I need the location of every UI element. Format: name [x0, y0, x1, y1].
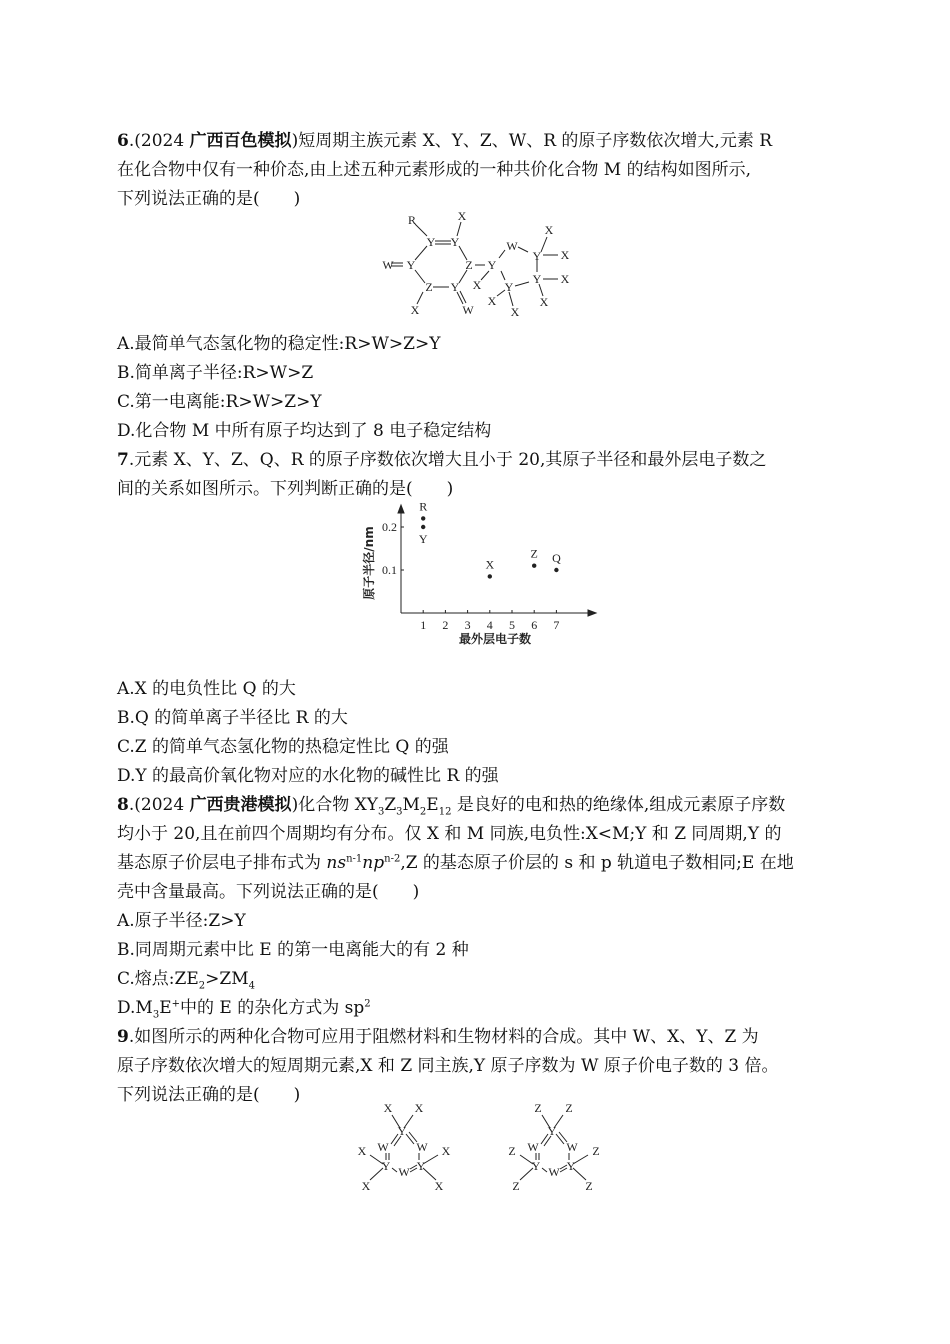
svg-text:Y: Y: [416, 1159, 426, 1173]
svg-text:Y: Y: [504, 280, 514, 294]
svg-text:Z: Z: [534, 1101, 542, 1115]
q8-line3: [117, 850, 794, 876]
q9-stem-1: .如图所示的两种化合物可应用于阻燃材料和生物材料的合成。其中 W、X、Y、Z 为: [128, 1027, 759, 1047]
q8-ns: ns: [326, 853, 347, 873]
point-label-z: Z: [530, 546, 538, 561]
q6-option-c: C.第一电离能:R>W>Z>Y: [117, 392, 322, 412]
q8-line1: [117, 792, 785, 818]
q8-option-d: [117, 995, 371, 1021]
svg-text:W: W: [566, 1140, 578, 1154]
q8-c-b: >ZM: [205, 969, 249, 989]
x-axis-label: 最外层电子数: [458, 632, 532, 646]
q7-option-d: D.Y 的最高价氧化物对应的水化物的碱性比 R 的强: [117, 766, 499, 786]
svg-text:Y: Y: [426, 235, 436, 249]
q8-stem-3b: ,Z 的基态原子价层的 s 和 p 轨道电子数相同;E 在地: [400, 853, 794, 873]
svg-text:Z: Z: [508, 1144, 516, 1158]
q9-line1: [117, 1024, 759, 1050]
svg-text:Z: Z: [592, 1144, 600, 1158]
svg-text:X: X: [410, 303, 420, 317]
x-tick-label: 7: [553, 618, 560, 632]
q7-option-b: B.Q 的简单离子半径比 R 的大: [117, 708, 348, 728]
q8-sub-4: 12: [438, 806, 452, 818]
q8-sub-3: 2: [419, 806, 427, 818]
svg-text:X: X: [357, 1144, 367, 1158]
svg-text:Z: Z: [465, 258, 473, 272]
svg-text:W: W: [377, 1140, 389, 1154]
q8-formula-a: )化合物 XY: [291, 795, 378, 815]
q8-line2: 均小于 20,且在前四个周期均有分布。仅 X 和 M 同族,电负性:X<M;Y 和 Z 同周期,Y 的: [117, 824, 782, 844]
x-tick-label: 4: [486, 618, 493, 632]
q6-option-a: A.最简单气态氢化物的稳定性:R>W>Z>Y: [117, 334, 441, 354]
svg-text:Y: Y: [532, 272, 542, 286]
x-tick-label: 2: [442, 618, 449, 632]
y-tick-label: 0.2: [382, 520, 397, 534]
data-point-x: [488, 574, 492, 578]
q8-option-c: [117, 966, 255, 992]
q7-number: 7: [117, 450, 129, 470]
q8-np: np: [362, 853, 385, 873]
svg-text:W: W: [548, 1165, 560, 1179]
q8-stem-3a: 基态原子价层电子排布式为: [117, 853, 327, 873]
svg-text:W: W: [398, 1165, 410, 1179]
q9-line2: 原子序数依次增大的短周期元素,X 和 Z 同主族,Y 原子序数为 W 原子价电子数的 3 倍。: [117, 1056, 779, 1076]
svg-text:X: X: [539, 295, 549, 309]
q7-option-c: C.Z 的简单气态氢化物的热稳定性比 Q 的强: [117, 737, 449, 757]
q9-number: 9: [117, 1027, 129, 1047]
svg-text:Y: Y: [532, 249, 542, 263]
data-point-q: [554, 568, 558, 572]
y-axis-label: 原子半径/nm: [362, 526, 376, 600]
y-axis-arrow: [398, 505, 404, 513]
data-point-z: [532, 564, 536, 568]
point-label-y: Y: [418, 532, 428, 546]
svg-text:W: W: [527, 1140, 539, 1154]
q6-structure-figure: [375, 208, 575, 320]
q8-source-open: .(2024: [128, 795, 190, 815]
svg-text:Z: Z: [512, 1179, 520, 1193]
x-tick-label: 3: [464, 618, 471, 632]
q7-line1: [117, 447, 766, 473]
q6-number: 6: [117, 131, 129, 151]
q8-c-sub2: 4: [248, 980, 255, 992]
svg-text:Y: Y: [450, 235, 460, 249]
q8-stem-1: 是良好的电和热的绝缘体,组成元素原子序数: [451, 795, 786, 815]
q8-formula-b: Z: [384, 795, 397, 815]
q6-option-d: D.化合物 M 中所有原子均达到了 8 电子稳定结构: [117, 421, 492, 441]
q6-stem-1: )短周期主族元素 X、Y、Z、W、R 的原子序数依次增大,元素 R: [291, 131, 773, 151]
q8-source: 广西贵港模拟: [189, 795, 292, 815]
x-axis-arrow: [588, 610, 596, 616]
q6-line3: 下列说法正确的是( ): [117, 189, 301, 209]
svg-text:X: X: [361, 1179, 371, 1193]
svg-text:Y: Y: [450, 280, 460, 294]
svg-text:Y: Y: [566, 1159, 576, 1173]
q8-d-a: D.M: [117, 998, 153, 1018]
q9-structures-figure: [350, 1098, 610, 1198]
q6-source: 广西百色模拟: [189, 131, 292, 151]
svg-text:Y: Y: [397, 1124, 407, 1138]
q8-option-a: A.原子半径:Z>Y: [117, 911, 246, 931]
q7-line2: 间的关系如图所示。下列判断正确的是( ): [117, 479, 454, 499]
svg-text:X: X: [383, 1101, 393, 1115]
q6-line1: [117, 128, 772, 154]
svg-text:X: X: [441, 1144, 451, 1158]
q6-line2: 在化合物中仅有一种价态,由上述五种元素形成的一种共价化合物 M 的结构如图所示,: [117, 160, 752, 180]
point-label-r: R: [419, 503, 428, 514]
q8-sub-2: 3: [396, 806, 403, 818]
svg-text:Y: Y: [547, 1124, 557, 1138]
q8-option-b: B.同周期元素中比 E 的第一电离能大的有 2 种: [117, 940, 469, 960]
svg-text:X: X: [472, 278, 482, 292]
svg-text:X: X: [560, 248, 570, 262]
svg-text:X: X: [544, 223, 554, 237]
q8-d-c: 中的 E 的杂化方式为 sp: [180, 998, 365, 1018]
q8-formula-d: E: [426, 795, 439, 815]
point-label-q: Q: [552, 551, 561, 565]
x-tick-label: 1: [420, 618, 427, 632]
data-point-y: [421, 525, 425, 529]
svg-text:X: X: [510, 305, 520, 319]
svg-text:W: W: [462, 303, 474, 317]
svg-text:W: W: [416, 1140, 428, 1154]
svg-text:Y: Y: [406, 258, 416, 272]
svg-text:X: X: [414, 1101, 424, 1115]
y-tick-label: 0.1: [382, 563, 397, 577]
q8-c-a: C.熔点:ZE: [117, 969, 199, 989]
svg-text:Z: Z: [585, 1179, 593, 1193]
svg-text:W: W: [382, 258, 394, 272]
svg-text:W: W: [506, 239, 518, 253]
x-tick-label: 6: [531, 618, 538, 632]
svg-text:X: X: [457, 209, 467, 223]
svg-text:Y: Y: [381, 1159, 391, 1173]
q9-line3: 下列说法正确的是( ): [117, 1085, 301, 1105]
q8-c-sub1: 2: [198, 980, 206, 992]
q8-number: 8: [117, 795, 129, 815]
q6-option-b: B.简单离子半径:R>W>Z: [117, 363, 314, 383]
q8-sup-1: n-1: [346, 853, 363, 865]
q8-d-sup2: 2: [364, 998, 371, 1010]
q8-formula-c: M: [402, 795, 420, 815]
svg-text:Z: Z: [425, 280, 433, 294]
svg-text:Y: Y: [531, 1159, 541, 1173]
svg-text:R: R: [407, 213, 417, 227]
data-point-r: [421, 516, 425, 520]
q8-sup-2: n-2: [384, 853, 401, 865]
x-tick-label: 5: [509, 618, 515, 632]
svg-text:X: X: [487, 294, 497, 308]
q7-stem-1: .元素 X、Y、Z、Q、R 的原子序数依次增大且小于 20,其原子半径和最外层电子数之: [128, 450, 767, 470]
svg-text:Z: Z: [565, 1101, 573, 1115]
q8-line4: 壳中含量最高。下列说法正确的是( ): [117, 882, 420, 902]
q6-source-open: .(2024: [128, 131, 190, 151]
q8-d-sub1: 3: [152, 1009, 160, 1021]
q8-d-sup: +: [171, 998, 181, 1010]
svg-text:X: X: [434, 1179, 444, 1193]
svg-text:X: X: [560, 272, 570, 286]
q7-scatter-chart: [355, 503, 605, 653]
q8-d-b: E: [159, 998, 172, 1018]
svg-text:Y: Y: [487, 258, 497, 272]
q8-sub-1: 3: [377, 806, 385, 818]
q7-option-a: A.X 的电负性比 Q 的大: [117, 679, 296, 699]
point-label-x: X: [485, 557, 495, 572]
